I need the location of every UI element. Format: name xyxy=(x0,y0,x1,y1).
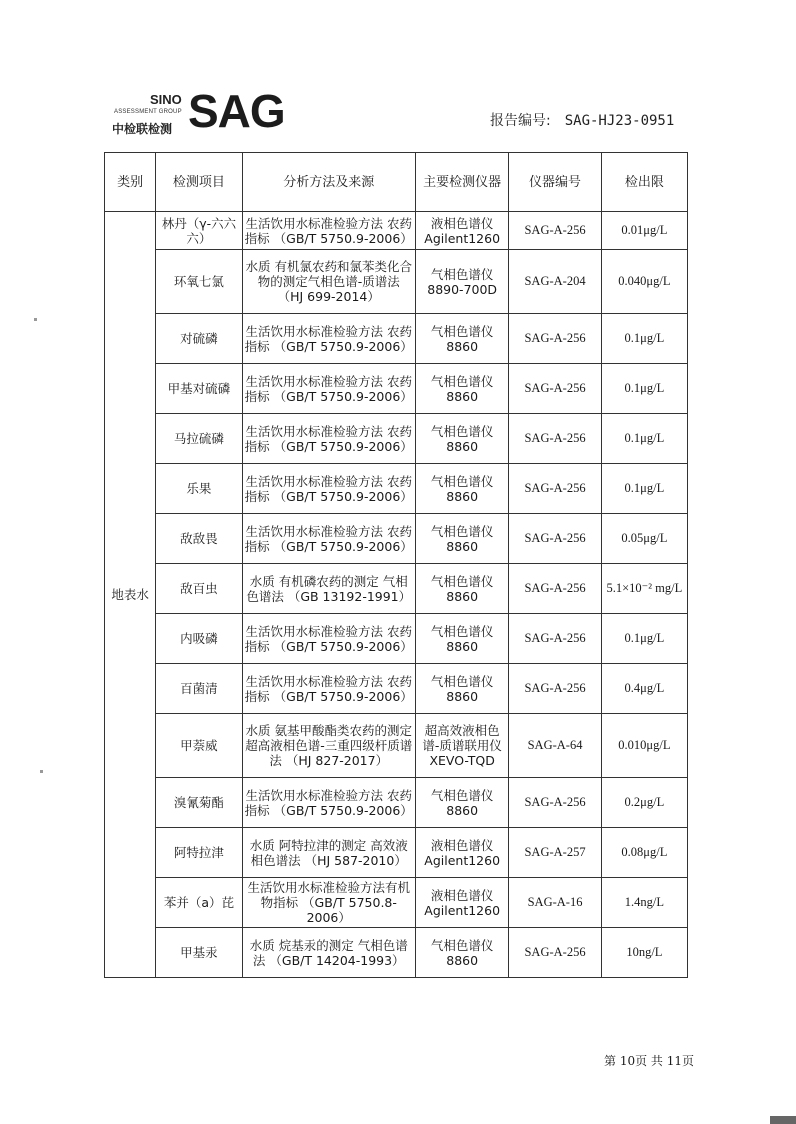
instrument-cell: 液相色谱仪 Agilent1260 xyxy=(415,878,508,928)
limit-cell: 0.2μg/L xyxy=(601,778,687,828)
instrument-id-cell: SAG-A-256 xyxy=(509,778,601,828)
instrument-cell: 气相色谱仪 8860 xyxy=(415,464,508,514)
instrument-id-cell: SAG-A-16 xyxy=(509,878,601,928)
method-cell: 生活饮用水标准检验方法 农药指标 （GB/T 5750.9-2006） xyxy=(242,414,415,464)
logo-sag-text: SAG xyxy=(188,85,285,137)
instrument-cell: 气相色谱仪 8860 xyxy=(415,414,508,464)
table-row xyxy=(105,250,688,314)
instrument-id-cell: SAG-A-256 xyxy=(509,614,601,664)
item-cell: 内吸磷 xyxy=(156,614,242,664)
instrument-id-cell: SAG-A-256 xyxy=(509,564,601,614)
item-cell: 敌敌畏 xyxy=(156,514,242,564)
method-cell: 水质 有机磷农药的测定 气相色谱法 （GB 13192-1991） xyxy=(242,564,415,614)
scan-mark xyxy=(770,1116,796,1124)
item-cell: 甲基对硫磷 xyxy=(156,364,242,414)
instrument-cell: 气相色谱仪 8860 xyxy=(415,614,508,664)
limit-cell: 0.1μg/L xyxy=(601,364,687,414)
instrument-id-cell: SAG-A-256 xyxy=(509,364,601,414)
instrument-cell: 液相色谱仪 Agilent1260 xyxy=(415,212,508,250)
method-cell: 水质 烷基汞的测定 气相色谱法 （GB/T 14204-1993） xyxy=(242,928,415,978)
instrument-cell: 气相色谱仪 8860 xyxy=(415,514,508,564)
instrument-cell: 气相色谱仪 8890-700D xyxy=(415,250,508,314)
item-cell: 苯并（a）芘 xyxy=(156,878,242,928)
instrument-cell: 气相色谱仪 8860 xyxy=(415,928,508,978)
limit-cell: 0.1μg/L xyxy=(601,614,687,664)
table-row xyxy=(105,564,688,614)
item-cell: 敌百虫 xyxy=(156,564,242,614)
table-row xyxy=(105,614,688,664)
page-number: 第 10页 共 11页 xyxy=(604,1054,694,1068)
table-row xyxy=(105,212,688,250)
table-row xyxy=(105,928,688,978)
category-cell: 地表水 xyxy=(105,212,156,978)
header-item: 检测项目 xyxy=(156,153,242,212)
scan-mark xyxy=(34,318,37,321)
instrument-id-cell: SAG-A-256 xyxy=(509,664,601,714)
instrument-cell: 液相色谱仪 Agilent1260 xyxy=(415,828,508,878)
table-row xyxy=(105,714,688,778)
item-cell: 乐果 xyxy=(156,464,242,514)
method-cell: 生活饮用水标准检验方法 农药指标 （GB/T 5750.9-2006） xyxy=(242,614,415,664)
scan-mark xyxy=(40,770,43,773)
instrument-cell: 气相色谱仪 8860 xyxy=(415,778,508,828)
report-number xyxy=(490,110,674,130)
limit-cell: 10ng/L xyxy=(601,928,687,978)
table-row xyxy=(105,364,688,414)
item-cell: 百菌清 xyxy=(156,664,242,714)
instrument-id-cell: SAG-A-204 xyxy=(509,250,601,314)
item-cell: 对硫磷 xyxy=(156,314,242,364)
item-cell: 甲基汞 xyxy=(156,928,242,978)
test-methods-table xyxy=(104,152,688,978)
table-row xyxy=(105,664,688,714)
instrument-cell: 超高效液相色谱-质谱联用仪 XEVO-TQD xyxy=(415,714,508,778)
sag-logo xyxy=(112,85,285,137)
report-number-label: 报告编号: xyxy=(490,113,551,129)
limit-cell: 0.1μg/L xyxy=(601,414,687,464)
table-row xyxy=(105,778,688,828)
limit-cell: 1.4ng/L xyxy=(601,878,687,928)
header-method: 分析方法及来源 xyxy=(242,153,415,212)
limit-cell: 0.01μg/L xyxy=(601,212,687,250)
header-instrument-id: 仪器编号 xyxy=(509,153,601,212)
method-cell: 水质 有机氯农药和氯苯类化合物的测定气相色谱-质谱法 （HJ 699-2014） xyxy=(242,250,415,314)
limit-cell: 0.4μg/L xyxy=(601,664,687,714)
item-cell: 环氧七氯 xyxy=(156,250,242,314)
method-cell: 水质 阿特拉津的测定 高效液相色谱法 （HJ 587-2010） xyxy=(242,828,415,878)
logo-cn-text: 中检联检测 xyxy=(112,122,173,136)
instrument-id-cell: SAG-A-256 xyxy=(509,314,601,364)
logo-group-text: ASSESSMENT GROUP xyxy=(114,109,182,115)
table-body xyxy=(105,212,688,978)
table-row xyxy=(105,514,688,564)
limit-cell: 0.05μg/L xyxy=(601,514,687,564)
instrument-cell: 气相色谱仪 8860 xyxy=(415,314,508,364)
instrument-id-cell: SAG-A-256 xyxy=(509,928,601,978)
method-cell: 生活饮用水标准检验方法有机物指标 （GB/T 5750.8-2006） xyxy=(242,878,415,928)
method-cell: 生活饮用水标准检验方法 农药指标 （GB/T 5750.9-2006） xyxy=(242,364,415,414)
method-cell: 生活饮用水标准检验方法 农药指标 （GB/T 5750.9-2006） xyxy=(242,464,415,514)
report-number-value: SAG-HJ23-0951 xyxy=(564,113,675,129)
instrument-id-cell: SAG-A-256 xyxy=(509,212,601,250)
table-header-row xyxy=(105,153,688,212)
item-cell: 阿特拉津 xyxy=(156,828,242,878)
instrument-cell: 气相色谱仪 8860 xyxy=(415,564,508,614)
item-cell: 溴氰菊酯 xyxy=(156,778,242,828)
limit-cell: 0.010μg/L xyxy=(601,714,687,778)
item-cell: 马拉硫磷 xyxy=(156,414,242,464)
limit-cell: 0.1μg/L xyxy=(601,464,687,514)
instrument-cell: 气相色谱仪 8860 xyxy=(415,364,508,414)
table-row xyxy=(105,414,688,464)
table-row xyxy=(105,314,688,364)
instrument-id-cell: SAG-A-256 xyxy=(509,414,601,464)
header-category: 类别 xyxy=(105,153,156,212)
instrument-id-cell: SAG-A-64 xyxy=(509,714,601,778)
limit-cell: 0.08μg/L xyxy=(601,828,687,878)
table-row xyxy=(105,828,688,878)
instrument-cell: 气相色谱仪 8860 xyxy=(415,664,508,714)
limit-cell: 0.040μg/L xyxy=(601,250,687,314)
limit-cell: 5.1×10⁻² mg/L xyxy=(601,564,687,614)
table-row xyxy=(105,878,688,928)
instrument-id-cell: SAG-A-257 xyxy=(509,828,601,878)
method-cell: 生活饮用水标准检验方法 农药指标 （GB/T 5750.9-2006） xyxy=(242,314,415,364)
instrument-id-cell: SAG-A-256 xyxy=(509,464,601,514)
method-cell: 生活饮用水标准检验方法 农药指标 （GB/T 5750.9-2006） xyxy=(242,664,415,714)
method-cell: 生活饮用水标准检验方法 农药指标 （GB/T 5750.9-2006） xyxy=(242,212,415,250)
header-limit: 检出限 xyxy=(601,153,687,212)
header-instrument: 主要检测仪器 xyxy=(415,153,508,212)
table-row xyxy=(105,464,688,514)
item-cell: 林丹（γ-六六六） xyxy=(156,212,242,250)
method-cell: 水质 氨基甲酸酯类农药的测定 超高液相色谱-三重四级杆质谱法 （HJ 827-2017） xyxy=(242,714,415,778)
method-cell: 生活饮用水标准检验方法 农药指标 （GB/T 5750.9-2006） xyxy=(242,514,415,564)
item-cell: 甲萘威 xyxy=(156,714,242,778)
limit-cell: 0.1μg/L xyxy=(601,314,687,364)
method-cell: 生活饮用水标准检验方法 农药指标 （GB/T 5750.9-2006） xyxy=(242,778,415,828)
instrument-id-cell: SAG-A-256 xyxy=(509,514,601,564)
logo-sino-text: SINO xyxy=(150,92,182,107)
